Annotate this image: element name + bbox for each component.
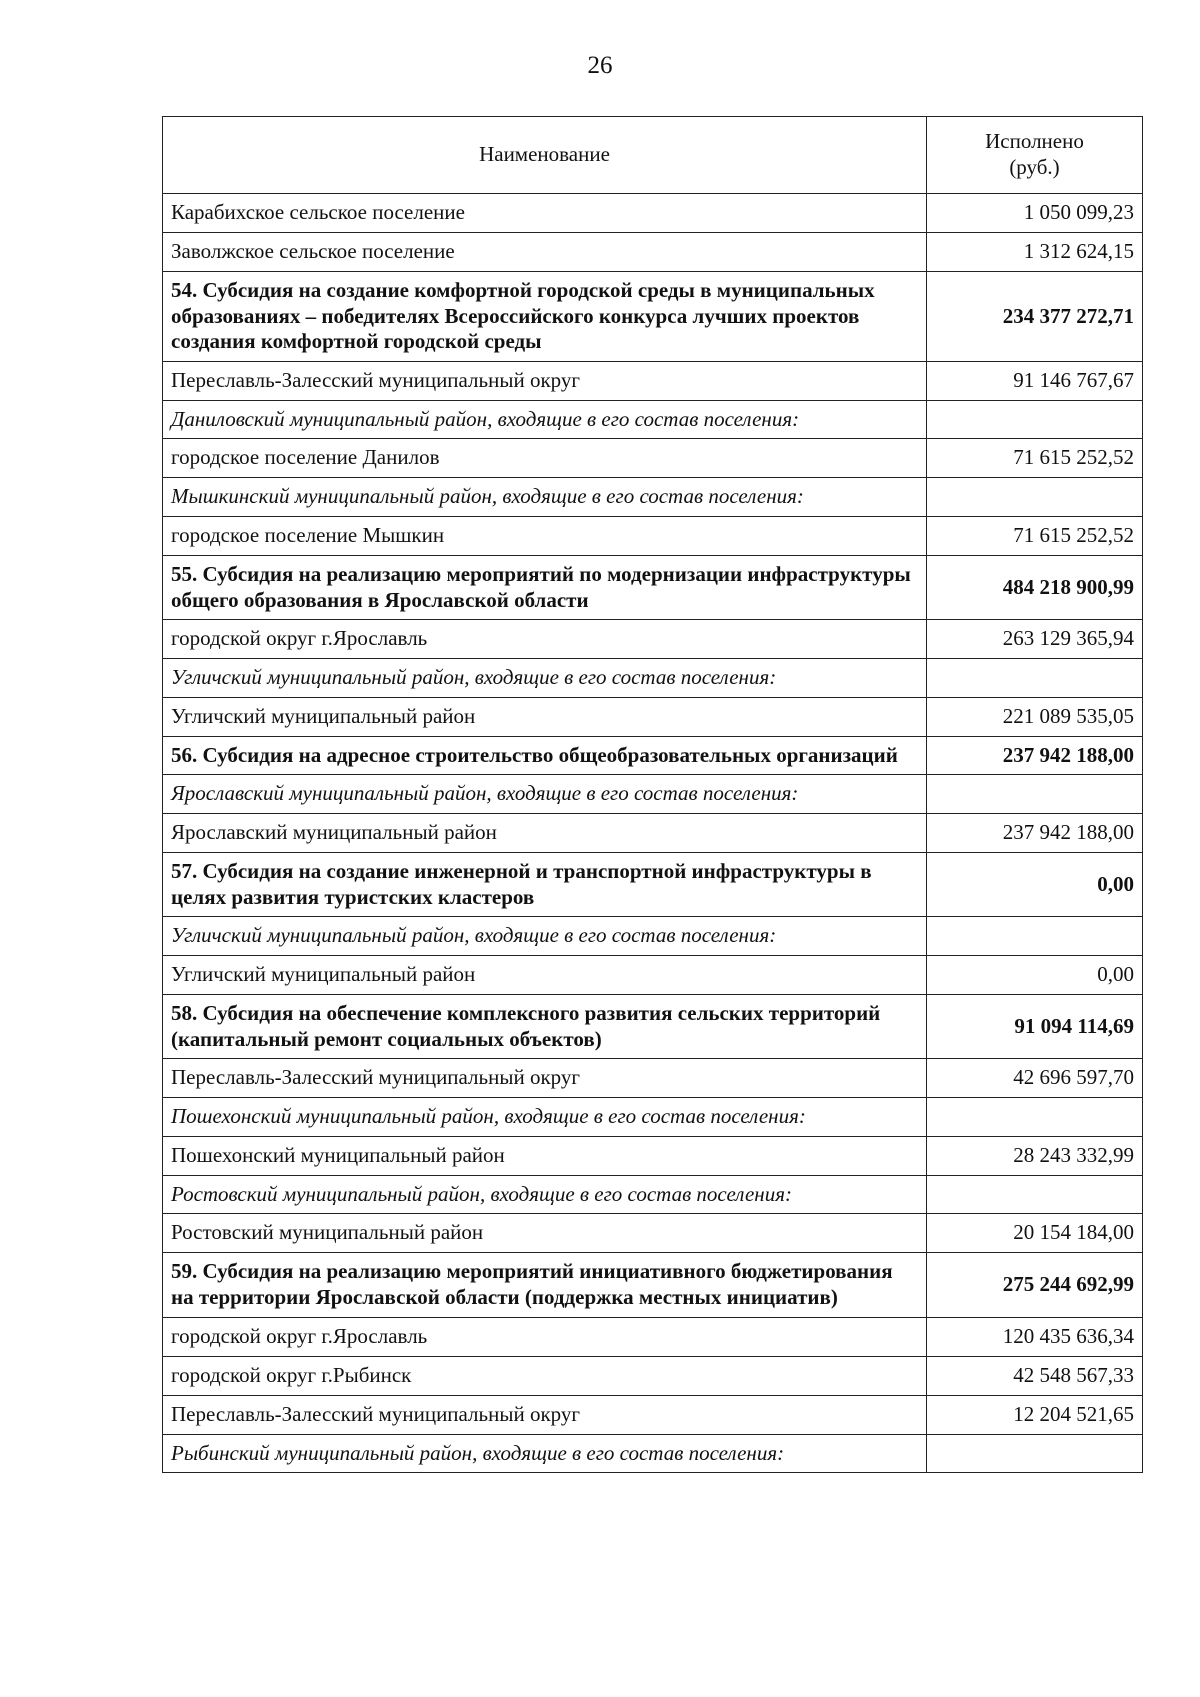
subsidy-heading-row: [163, 736, 1143, 775]
row-value: 237 942 188,00: [927, 814, 1143, 853]
table-row: [163, 194, 1143, 233]
table-row: [163, 1356, 1143, 1395]
district-row: [163, 400, 1143, 439]
row-name: 57. Субсидия на создание инженерной и транспортной инфраструктуры в целях развития туристских кластеров: [163, 853, 927, 917]
district-row: [163, 478, 1143, 517]
row-name: Пошехонский муниципальный район: [163, 1136, 927, 1175]
table-row: [163, 233, 1143, 272]
row-value: 237 942 188,00: [927, 736, 1143, 775]
row-name: Ростовский муниципальный район, входящие в его состав поселения:: [163, 1175, 927, 1214]
district-row: [163, 1098, 1143, 1137]
subsidy-heading-row: [163, 994, 1143, 1058]
district-row: [163, 917, 1143, 956]
row-value: 234 377 272,71: [927, 272, 1143, 362]
row-value: 275 244 692,99: [927, 1253, 1143, 1317]
row-name: городское поселение Мышкин: [163, 517, 927, 556]
row-value: 28 243 332,99: [927, 1136, 1143, 1175]
row-name: городской округ г.Рыбинск: [163, 1356, 927, 1395]
row-name: Даниловский муниципальный район, входящие в его состав поселения:: [163, 400, 927, 439]
row-value: 120 435 636,34: [927, 1317, 1143, 1356]
row-value: 12 204 521,65: [927, 1395, 1143, 1434]
row-value: 0,00: [927, 853, 1143, 917]
row-name: Угличский муниципальный район: [163, 697, 927, 736]
table-header-row: [163, 117, 1143, 194]
row-name: Рыбинский муниципальный район, входящие в его состав поселения:: [163, 1434, 927, 1473]
row-name: Ростовский муниципальный район: [163, 1214, 927, 1253]
subsidy-heading-row: [163, 1253, 1143, 1317]
row-value: 42 548 567,33: [927, 1356, 1143, 1395]
table-body: [163, 194, 1143, 1473]
row-value: 42 696 597,70: [927, 1059, 1143, 1098]
table-row: [163, 697, 1143, 736]
header-value-line1: Исполнено: [985, 129, 1084, 154]
row-name: 59. Субсидия на реализацию мероприятий инициативного бюджетирования на территории Ярославской области (поддержка местных инициатив): [163, 1253, 927, 1317]
table-row: [163, 1317, 1143, 1356]
row-value: [927, 775, 1143, 814]
table-row: [163, 1136, 1143, 1175]
district-row: [163, 659, 1143, 698]
row-value: 71 615 252,52: [927, 517, 1143, 556]
row-name: Переславль-Залесский муниципальный округ: [163, 361, 927, 400]
row-value: [927, 659, 1143, 698]
row-name: Карабихское сельское поселение: [163, 194, 927, 233]
district-row: [163, 1434, 1143, 1473]
table-row: [163, 1395, 1143, 1434]
row-value: 71 615 252,52: [927, 439, 1143, 478]
row-value: [927, 1098, 1143, 1137]
district-row: [163, 1175, 1143, 1214]
table-row: [163, 1059, 1143, 1098]
row-name: Ярославский муниципальный район: [163, 814, 927, 853]
subsidy-heading-row: [163, 272, 1143, 362]
row-name: Заволжское сельское поселение: [163, 233, 927, 272]
table-row: [163, 439, 1143, 478]
row-value: [927, 478, 1143, 517]
header-name: Наименование: [163, 117, 927, 194]
row-value: 484 218 900,99: [927, 556, 1143, 620]
table-row: [163, 1214, 1143, 1253]
row-name: Переславль-Залесский муниципальный округ: [163, 1059, 927, 1098]
row-value: 1 312 624,15: [927, 233, 1143, 272]
row-name: Угличский муниципальный район: [163, 955, 927, 994]
row-name: 54. Субсидия на создание комфортной городской среды в муниципальных образованиях – победителях Всероссийского конкурса лучших проектов создания комфортной городской среды: [163, 272, 927, 362]
row-name: 55. Субсидия на реализацию мероприятий по модернизации инфраструктуры общего образования в Ярославской области: [163, 556, 927, 620]
row-name: 56. Субсидия на адресное строительство общеобразовательных организаций: [163, 736, 927, 775]
row-name: Пошехонский муниципальный район, входящие в его состав поселения:: [163, 1098, 927, 1137]
row-name: Переславль-Залесский муниципальный округ: [163, 1395, 927, 1434]
district-row: [163, 775, 1143, 814]
row-value: 20 154 184,00: [927, 1214, 1143, 1253]
row-value: 221 089 535,05: [927, 697, 1143, 736]
subsidy-heading-row: [163, 556, 1143, 620]
row-value: 263 129 365,94: [927, 620, 1143, 659]
header-value-line2: (руб.): [1009, 155, 1060, 179]
row-name: городской округ г.Ярославль: [163, 620, 927, 659]
table-row: [163, 955, 1143, 994]
table-row: [163, 361, 1143, 400]
subsidy-heading-row: [163, 853, 1143, 917]
table-row: [163, 620, 1143, 659]
row-name: Угличский муниципальный район, входящие в его состав поселения:: [163, 917, 927, 956]
row-value: [927, 1175, 1143, 1214]
row-name: Ярославский муниципальный район, входящие в его состав поселения:: [163, 775, 927, 814]
row-name: Угличский муниципальный район, входящие в его состав поселения:: [163, 659, 927, 698]
row-value: [927, 400, 1143, 439]
table-row: [163, 814, 1143, 853]
row-name: городское поселение Данилов: [163, 439, 927, 478]
row-value: 91 146 767,67: [927, 361, 1143, 400]
row-name: городской округ г.Ярославль: [163, 1317, 927, 1356]
row-value: [927, 1434, 1143, 1473]
row-value: 1 050 099,23: [927, 194, 1143, 233]
row-name: Мышкинский муниципальный район, входящие в его состав поселения:: [163, 478, 927, 517]
table-row: [163, 517, 1143, 556]
budget-table: [162, 116, 1143, 1473]
row-value: 0,00: [927, 955, 1143, 994]
row-value: 91 094 114,69: [927, 994, 1143, 1058]
row-name: 58. Субсидия на обеспечение комплексного развития сельских территорий (капитальный ремонт социальных объектов): [163, 994, 927, 1058]
row-value: [927, 917, 1143, 956]
header-value: [927, 117, 1143, 194]
page-number: 26: [587, 52, 613, 79]
